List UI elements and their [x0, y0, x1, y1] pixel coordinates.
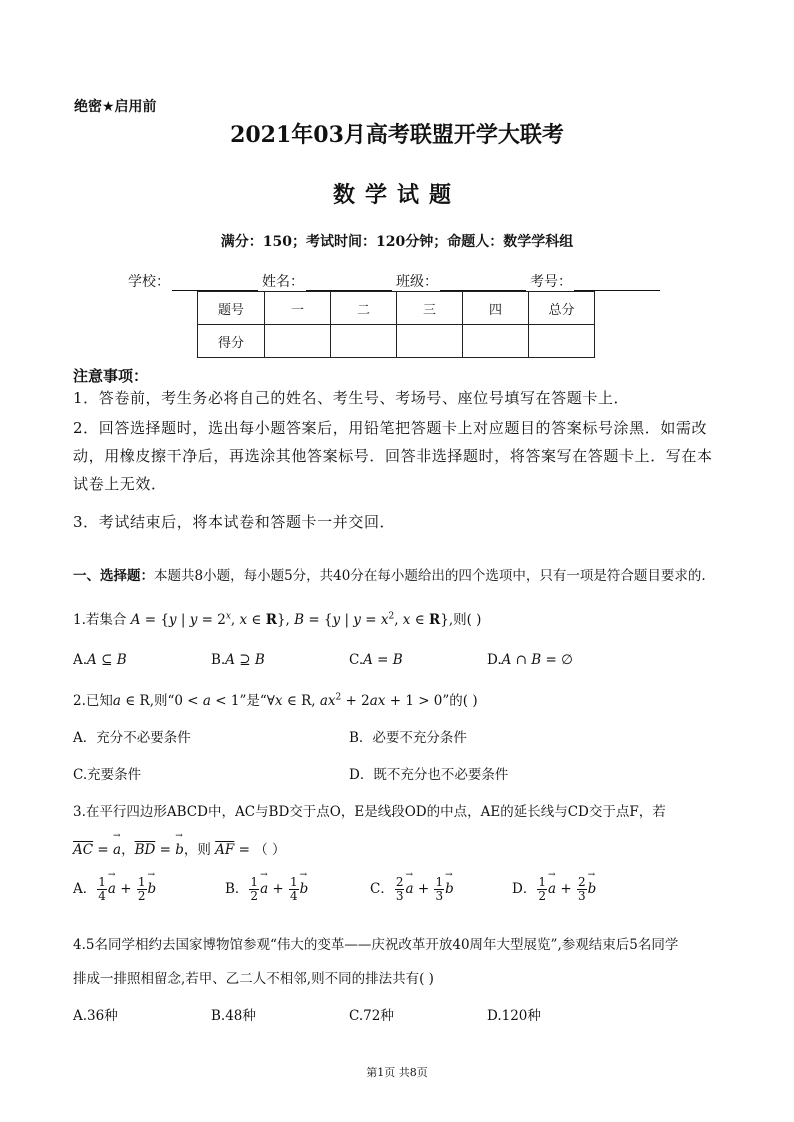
question-2-option-a[interactable]: A．充分不必要条件 [73, 730, 191, 746]
score-header-cell: 二 [331, 292, 397, 325]
notice-item: 1．答卷前，考生务必将自己的姓名、考生号、考场号、座位号填写在答题卡上． [73, 389, 630, 407]
secret-label: 绝密★启用前 [74, 99, 157, 115]
math-expression: A = {y | $y = 2^x$, x ∈ R}, B = {y | $y = x^2$, x ∈ R} [130, 611, 449, 628]
score-cell[interactable] [529, 325, 595, 358]
question-4-stem-line1: 4.5名同学相约去国家博物馆参观“伟大的变革——庆祝改革开放40周年大型展览”,参观结束后5名同学 [73, 937, 679, 953]
question-3-option-c[interactable]: C． $\frac{2}{3}$ a → + $\frac{1}{3}$ b → [370, 876, 454, 903]
score-cell[interactable] [397, 325, 463, 358]
question-2-stem: 2.已知a ∈ R,则“0 < a < 1”是“∀x ∈ R, $ax^2 + 2ax + 1 > 0$”的( ) [73, 692, 478, 709]
score-table-score-row [198, 325, 595, 358]
section-one-instructions [73, 566, 723, 586]
section-one-desc: 本题共8小题，每小题5分，共40分在每小题给出的四个选项中，只有一项是符合题目要求的. [154, 568, 706, 584]
score-header-cell: 一 [265, 292, 331, 325]
question-1-option-d[interactable]: D.A ∩ B = ∅ [487, 652, 573, 668]
notice-item: 2．回答选择题时，选出每小题答案后，用铅笔把答题卡上对应题目的答案标号涂黑．如需改动，用橡皮擦干净后，再选涂其他答案标号．回答非选择题时，将答案写在答题卡上．写在本试卷上无效． [73, 419, 713, 493]
score-row-label: 得分 [198, 325, 265, 358]
class-label: 班级： [396, 274, 438, 290]
school-blank[interactable] [172, 274, 258, 291]
score-cell[interactable] [265, 325, 331, 358]
school-label: 学校： [128, 274, 170, 290]
question-4-option-b[interactable]: B.48种 [211, 1008, 256, 1024]
exam-number-label: 考号： [530, 274, 572, 290]
name-blank[interactable] [306, 274, 392, 291]
question-4-option-d[interactable]: D.120种 [487, 1008, 541, 1024]
question-4-option-c[interactable]: C.72种 [349, 1008, 394, 1024]
question-3-option-b[interactable]: B． $\frac{1}{2}$ a → + $\frac{1}{4}$ b → [225, 876, 308, 903]
question-3-stem-line1: 3.在平行四边形ABCD中，AC与BD交于点O，E是线段OD的中点，AE的延长线与CD交于点F，若 [73, 804, 666, 820]
student-info-fields [128, 271, 664, 291]
score-table-header-row [198, 292, 595, 325]
score-table [197, 291, 595, 358]
subject-title: 数学试题 [332, 182, 461, 208]
score-header-cell: 四 [463, 292, 529, 325]
page-footer: 第1页 共8页 [366, 1066, 428, 1079]
score-cell[interactable] [331, 325, 397, 358]
question-3-option-d[interactable]: D． $\frac{1}{2}$ a → + $\frac{2}{3}$ b → [512, 876, 596, 903]
notice-item: 3．考试结束后，将本试卷和答题卡一并交回． [73, 513, 396, 531]
exam-number-blank[interactable] [574, 274, 660, 291]
question-2-option-b[interactable]: B．必要不充分条件 [349, 730, 467, 746]
section-one-label: 一、选择题： [73, 568, 154, 584]
question-3-stem-line2: $\overline{AC} = a$ →，$\overline{BD} = b$ →，则 $\overline{AF}$ = （ ） [73, 838, 286, 858]
question-2-option-c[interactable]: C.充要条件 [73, 767, 142, 783]
exam-title: 2021年03月高考联盟开学大联考 [230, 122, 564, 148]
score-cell[interactable] [463, 325, 529, 358]
score-header-cell: 三 [397, 292, 463, 325]
score-header-cell: 题号 [198, 292, 265, 325]
question-1-stem: 1.若集合 A = {y | $y = 2^x$, x ∈ R}, B = {y | $y = x^2$, x ∈ R},则( ) [73, 611, 482, 628]
question-1-option-b[interactable]: B.A ⊇ B [211, 652, 265, 668]
notice-heading: 注意事项： [73, 367, 149, 385]
exam-meta: 满分：150；考试时间：120分钟；命题人：数学学科组 [220, 234, 574, 250]
question-2-option-d[interactable]: D．既不充分也不必要条件 [349, 767, 509, 783]
question-4-option-a[interactable]: A.36种 [73, 1008, 118, 1024]
score-header-cell: 总分 [529, 292, 595, 325]
name-label: 姓名： [262, 274, 304, 290]
question-4-stem-line2: 排成一排照相留念,若甲、乙二人不相邻,则不同的排法共有( ) [73, 971, 434, 987]
class-blank[interactable] [440, 274, 526, 291]
question-1-option-c[interactable]: C.A = B [349, 652, 403, 668]
question-1-option-a[interactable]: A.A ⊆ B [73, 652, 127, 668]
question-3-option-a[interactable]: A． $\frac{1}{4}$ a → + $\frac{1}{2}$ b → [73, 876, 156, 903]
